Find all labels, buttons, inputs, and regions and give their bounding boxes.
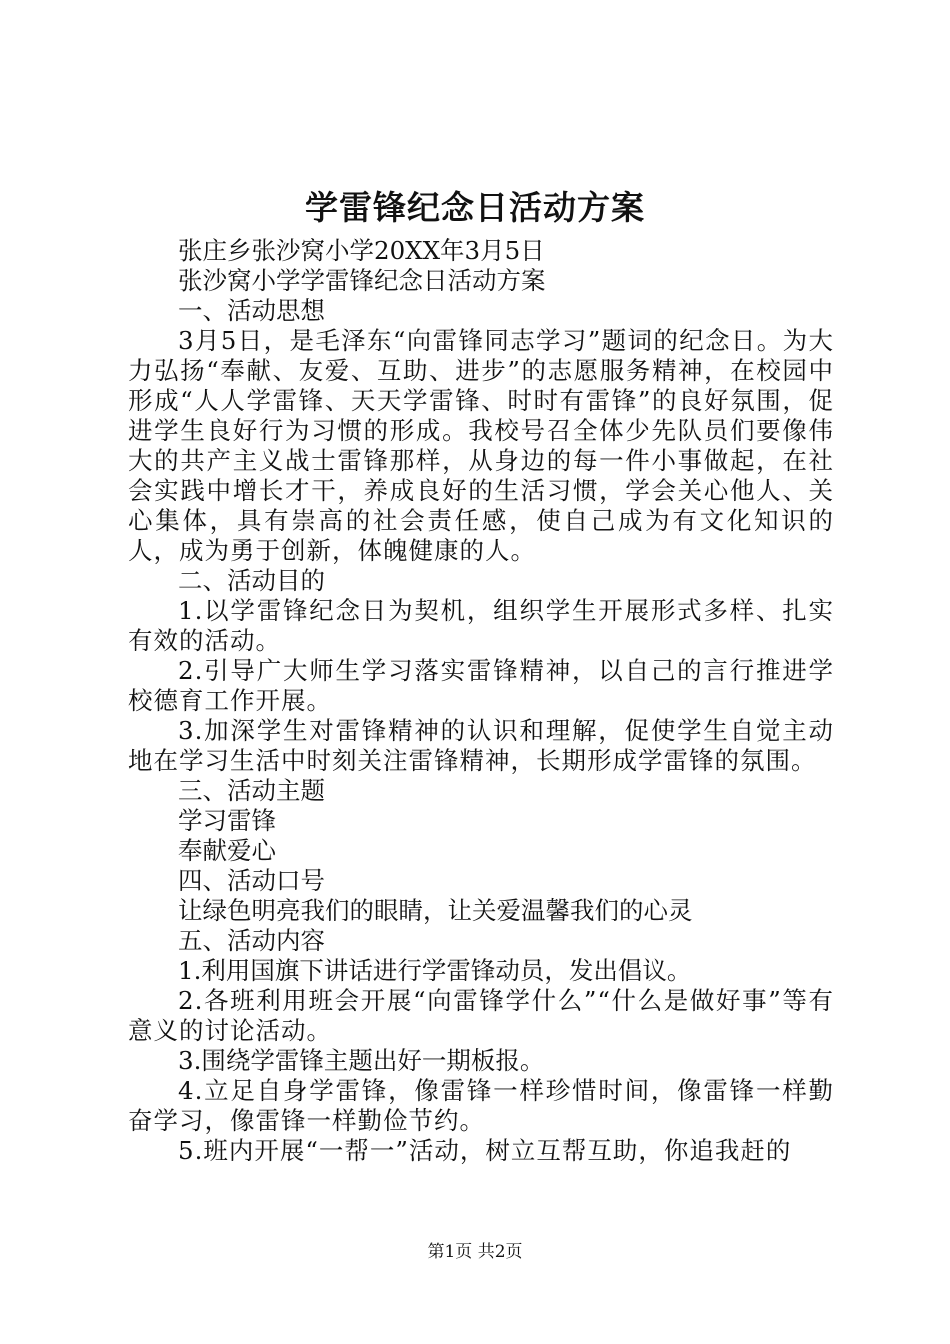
page-footer: 第1页 共2页 <box>427 1242 523 1262</box>
paragraph-activity-idea: 3月5日，是毛泽东“向雷锋同志学习”题词的纪念日。为大力弘扬“奉献、友爱、互助、进步”的志愿服务精神，在校园中形成“人人学雷锋、天天学雷锋、时时有雷锋”的良好氛围，促进学生良好行为习惯的形成。我校号召全体少先队员们要像伟大的共产主义战士雷锋那样，从身边的每一件小事做起，在社会实践中增长才干，养成良好的生活习惯，学会关心他人、关心集体，具有崇高的社会责任感，使自己成为有文化知识的人，成为勇于创新，体魄健康的人。 <box>128 326 834 565</box>
heading-activity-slogan: 四、活动口号 <box>178 866 325 895</box>
paragraph-school-date: 张庄乡张沙窝小学20XX年3月5日 <box>178 236 545 265</box>
heading-activity-content: 五、活动内容 <box>178 926 325 955</box>
document-title: 学雷锋纪念日活动方案 <box>305 188 645 227</box>
heading-activity-idea: 一、活动思想 <box>178 296 325 325</box>
paragraph-theme-1: 学习雷锋 <box>178 806 276 835</box>
heading-activity-theme: 三、活动主题 <box>178 776 325 805</box>
paragraph-theme-2: 奉献爱心 <box>178 836 276 865</box>
paragraph-content-1: 1.利用国旗下讲话进行学雷锋动员，发出倡议。 <box>178 956 692 985</box>
paragraph-purpose-1: 1.以学雷锋纪念日为契机，组织学生开展形式多样、扎实有效的活动。 <box>128 596 834 655</box>
paragraph-plan-name: 张沙窝小学学雷锋纪念日活动方案 <box>178 266 546 295</box>
paragraph-slogan: 让绿色明亮我们的眼睛，让关爱温馨我们的心灵 <box>178 896 693 925</box>
paragraph-content-4: 4.立足自身学雷锋，像雷锋一样珍惜时间，像雷锋一样勤奋学习，像雷锋一样勤俭节约。 <box>128 1076 834 1135</box>
paragraph-content-2: 2.各班利用班会开展“向雷锋学什么”“什么是做好事”等有意义的讨论活动。 <box>128 986 834 1045</box>
document-body <box>128 236 834 1166</box>
paragraph-purpose-2: 2.引导广大师生学习落实雷锋精神，以自己的言行推进学校德育工作开展。 <box>128 656 834 715</box>
heading-activity-purpose: 二、活动目的 <box>178 566 325 595</box>
paragraph-content-3: 3.围绕学雷锋主题出好一期板报。 <box>178 1046 545 1075</box>
paragraph-content-5: 5.班内开展“一帮一”活动，树立互帮互助，你追我赶的 <box>178 1136 792 1165</box>
paragraph-purpose-3: 3.加深学生对雷锋精神的认识和理解，促使学生自觉主动地在学习生活中时刻关注雷锋精神，长期形成学雷锋的氛围。 <box>128 716 834 775</box>
